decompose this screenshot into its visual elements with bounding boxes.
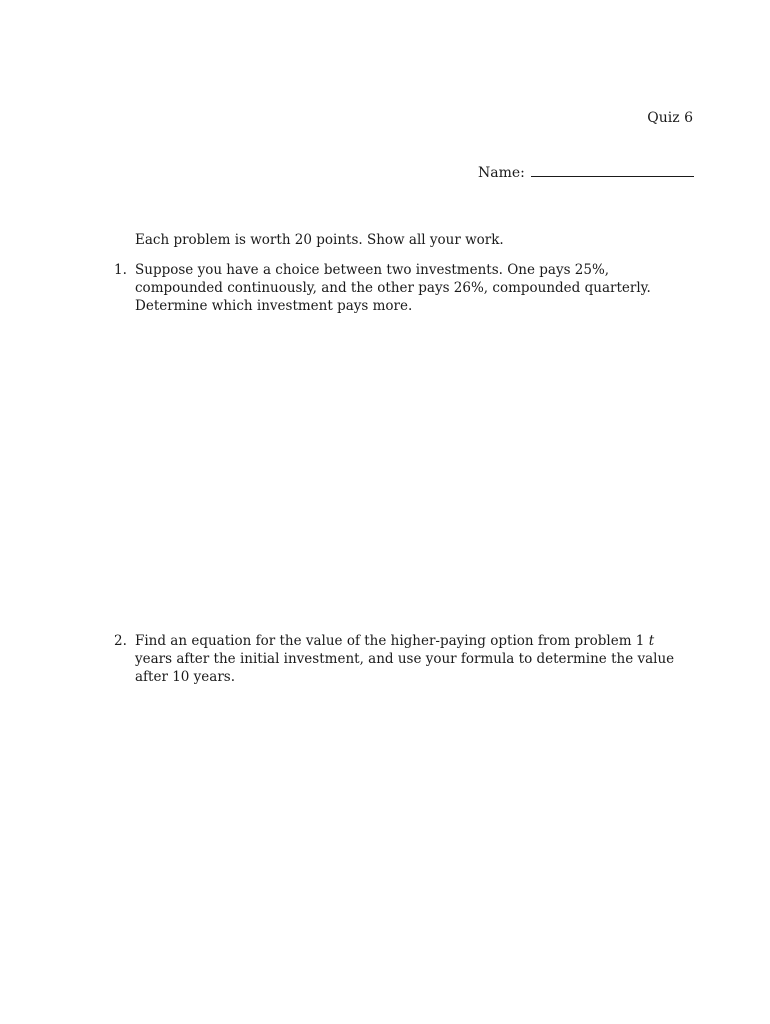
problem-text-part: Find an equation for the value of the higher-paying option from problem 1 (135, 633, 649, 649)
problem-number: 1. (114, 262, 127, 278)
instructions: Each problem is worth 20 points. Show all your work. (135, 232, 504, 248)
problem-text-part: years after the initial investment, and use your formula to determine the value after 10 years. (135, 651, 675, 685)
problem-2 (114, 632, 694, 686)
variable-t: t (648, 633, 655, 649)
problem-text: Suppose you have a choice between two investments. One pays 25%, compounded continuously, and the other pays 26%, compounded quarterly. Determine which investment pays more. (135, 262, 651, 314)
problem-1 (114, 261, 694, 315)
problem-text (135, 632, 694, 686)
name-label: Name: (478, 165, 525, 181)
problem-number: 2. (114, 633, 127, 649)
quiz-title: Quiz 6 (647, 110, 693, 126)
name-field-row (478, 164, 694, 181)
name-blank-line[interactable] (531, 164, 694, 177)
